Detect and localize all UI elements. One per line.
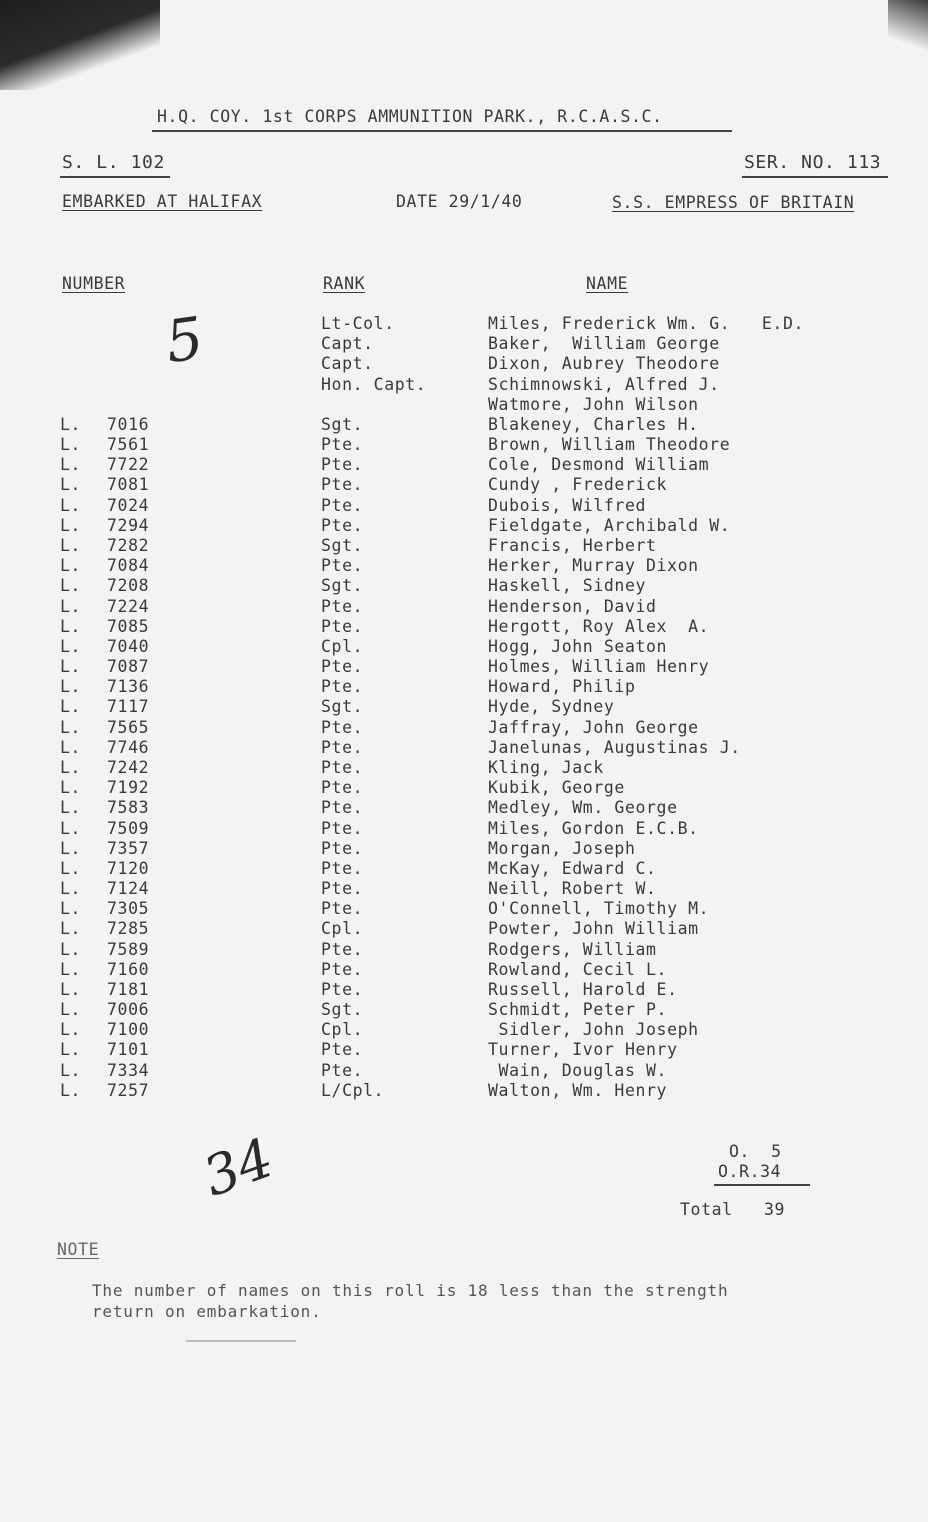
table-row xyxy=(0,1000,928,1020)
row-name: O'Connell, Timothy M. xyxy=(488,899,710,918)
row-name: Schmidt, Peter P. xyxy=(488,1000,668,1019)
table-row xyxy=(0,1040,928,1060)
embarkation-port: EMBARKED AT HALIFAX xyxy=(62,192,263,211)
officers-total: O. 5 xyxy=(729,1142,782,1161)
row-name: Baker, William George xyxy=(488,334,720,353)
serial-number: SER. NO. 113 xyxy=(744,152,882,173)
row-regimental-number: 7282 xyxy=(107,536,150,555)
row-prefix: L. xyxy=(60,496,82,515)
row-regimental-number: 7357 xyxy=(107,839,150,858)
row-name: Cundy , Frederick xyxy=(488,475,668,494)
row-regimental-number: 7016 xyxy=(107,415,150,434)
row-rank: Pte. xyxy=(321,1061,364,1080)
row-prefix: L. xyxy=(60,819,82,838)
table-row xyxy=(0,395,928,415)
row-prefix: L. xyxy=(60,960,82,979)
row-prefix: L. xyxy=(60,718,82,737)
row-regimental-number: 7746 xyxy=(107,738,150,757)
row-name: Hergott, Roy Alex A. xyxy=(488,617,710,636)
table-row xyxy=(0,496,928,516)
table-row xyxy=(0,1081,928,1101)
row-name: Henderson, David xyxy=(488,597,657,616)
row-regimental-number: 7722 xyxy=(107,455,150,474)
row-name: Turner, Ivor Henry xyxy=(488,1040,678,1059)
row-rank: Pte. xyxy=(321,1040,364,1059)
unit-title: H.Q. COY. 1st CORPS AMMUNITION PARK., R.C.A.S.C. xyxy=(157,107,663,126)
row-prefix: L. xyxy=(60,1081,82,1100)
row-regimental-number: 7257 xyxy=(107,1081,150,1100)
row-prefix: L. xyxy=(60,1061,82,1080)
table-row xyxy=(0,455,928,475)
note-heading: NOTE xyxy=(57,1240,100,1259)
table-row xyxy=(0,576,928,596)
row-prefix: L. xyxy=(60,1040,82,1059)
table-row xyxy=(0,1061,928,1081)
table-row xyxy=(0,375,928,395)
row-prefix: L. xyxy=(60,576,82,595)
table-row xyxy=(0,435,928,455)
ship-name: S.S. EMPRESS OF BRITAIN xyxy=(612,193,855,212)
table-row xyxy=(0,334,928,354)
row-rank: Pte. xyxy=(321,819,364,838)
row-prefix: L. xyxy=(60,879,82,898)
row-regimental-number: 7589 xyxy=(107,940,150,959)
row-rank: Pte. xyxy=(321,455,364,474)
row-prefix: L. xyxy=(60,919,82,938)
row-regimental-number: 7242 xyxy=(107,758,150,777)
row-prefix: L. xyxy=(60,637,82,656)
serial-list: S. L. 102 xyxy=(62,152,165,173)
row-name: Kling, Jack xyxy=(488,758,604,777)
table-row xyxy=(0,940,928,960)
row-rank: Pte. xyxy=(321,859,364,878)
row-rank: Cpl. xyxy=(321,919,364,938)
table-row xyxy=(0,354,928,374)
row-name: Janelunas, Augustinas J. xyxy=(488,738,741,757)
row-name: Fieldgate, Archibald W. xyxy=(488,516,731,535)
table-row xyxy=(0,879,928,899)
note-text: The number of names on this roll is 18 less than the strength return on embarkation. xyxy=(92,1281,729,1321)
row-regimental-number: 7181 xyxy=(107,980,150,999)
row-regimental-number: 7583 xyxy=(107,798,150,817)
row-rank: Sgt. xyxy=(321,576,364,595)
table-row xyxy=(0,617,928,637)
table-row xyxy=(0,859,928,879)
table-row xyxy=(0,415,928,435)
row-prefix: L. xyxy=(60,617,82,636)
row-prefix: L. xyxy=(60,778,82,797)
row-prefix: L. xyxy=(60,758,82,777)
row-prefix: L. xyxy=(60,1000,82,1019)
row-regimental-number: 7192 xyxy=(107,778,150,797)
column-header-number: NUMBER xyxy=(62,274,126,293)
row-regimental-number: 7294 xyxy=(107,516,150,535)
row-name: Dixon, Aubrey Theodore xyxy=(488,354,720,373)
column-header-name: NAME xyxy=(586,274,629,293)
row-prefix: L. xyxy=(60,738,82,757)
table-row xyxy=(0,980,928,1000)
row-rank: Pte. xyxy=(321,516,364,535)
row-prefix: L. xyxy=(60,940,82,959)
table-row xyxy=(0,819,928,839)
total-value: 39 xyxy=(764,1200,786,1219)
faint-rule xyxy=(186,1340,296,1342)
row-name: Neill, Robert W. xyxy=(488,879,657,898)
row-rank: Capt. xyxy=(321,334,374,353)
row-rank: Pte. xyxy=(321,677,364,696)
row-prefix: L. xyxy=(60,415,82,434)
row-rank: Pte. xyxy=(321,980,364,999)
row-name: Morgan, Joseph xyxy=(488,839,636,858)
table-row xyxy=(0,536,928,556)
row-rank: Pte. xyxy=(321,556,364,575)
row-name: Rodgers, William xyxy=(488,940,657,959)
row-regimental-number: 7040 xyxy=(107,637,150,656)
row-regimental-number: 7305 xyxy=(107,899,150,918)
row-rank: Cpl. xyxy=(321,637,364,656)
row-name: Russell, Harold E. xyxy=(488,980,678,999)
row-regimental-number: 7565 xyxy=(107,718,150,737)
row-regimental-number: 7024 xyxy=(107,496,150,515)
table-row xyxy=(0,899,928,919)
row-rank: Sgt. xyxy=(321,697,364,716)
embarkation-date: DATE 29/1/40 xyxy=(396,192,523,211)
handwritten-officers-count: 5 xyxy=(161,303,208,377)
row-name: Hogg, John Seaton xyxy=(488,637,668,656)
row-name: Miles, Gordon E.C.B. xyxy=(488,819,699,838)
row-name: Walton, Wm. Henry xyxy=(488,1081,668,1100)
row-name: Holmes, William Henry xyxy=(488,657,710,676)
row-prefix: L. xyxy=(60,677,82,696)
row-prefix: L. xyxy=(60,657,82,676)
row-rank: Hon. Capt. xyxy=(321,375,427,394)
handwritten-other-ranks-count: 34 xyxy=(195,1126,282,1209)
row-regimental-number: 7160 xyxy=(107,960,150,979)
row-name: Hyde, Sydney xyxy=(488,697,615,716)
table-row xyxy=(0,1020,928,1040)
row-name: Herker, Murray Dixon xyxy=(488,556,699,575)
row-prefix: L. xyxy=(60,839,82,858)
table-row xyxy=(0,677,928,697)
row-rank: Pte. xyxy=(321,940,364,959)
row-rank: Pte. xyxy=(321,778,364,797)
row-prefix: L. xyxy=(60,475,82,494)
row-name: Haskell, Sidney xyxy=(488,576,647,595)
table-row xyxy=(0,798,928,818)
row-name: Sidler, John Joseph xyxy=(488,1020,699,1039)
row-name: Blakeney, Charles H. xyxy=(488,415,699,434)
row-name: Francis, Herbert xyxy=(488,536,657,555)
row-regimental-number: 7285 xyxy=(107,919,150,938)
row-name: Miles, Frederick Wm. G. E.D. xyxy=(488,314,805,333)
row-rank: Sgt. xyxy=(321,536,364,555)
row-regimental-number: 7136 xyxy=(107,677,150,696)
table-row xyxy=(0,919,928,939)
table-row xyxy=(0,637,928,657)
row-rank: Pte. xyxy=(321,758,364,777)
row-prefix: L. xyxy=(60,1020,82,1039)
row-prefix: L. xyxy=(60,597,82,616)
row-regimental-number: 7087 xyxy=(107,657,150,676)
table-row xyxy=(0,314,928,334)
row-regimental-number: 7006 xyxy=(107,1000,150,1019)
row-name: Jaffray, John George xyxy=(488,718,699,737)
row-rank: Pte. xyxy=(321,738,364,757)
row-rank: Pte. xyxy=(321,597,364,616)
row-regimental-number: 7085 xyxy=(107,617,150,636)
table-row xyxy=(0,960,928,980)
row-prefix: L. xyxy=(60,859,82,878)
row-name: Rowland, Cecil L. xyxy=(488,960,668,979)
row-regimental-number: 7084 xyxy=(107,556,150,575)
table-row xyxy=(0,556,928,576)
row-regimental-number: 7334 xyxy=(107,1061,150,1080)
row-prefix: L. xyxy=(60,556,82,575)
totals-underline xyxy=(714,1184,810,1186)
row-rank: Sgt. xyxy=(321,1000,364,1019)
table-row xyxy=(0,475,928,495)
row-name: McKay, Edward C. xyxy=(488,859,657,878)
table-row xyxy=(0,839,928,859)
row-rank: Sgt. xyxy=(321,415,364,434)
row-name: Brown, William Theodore xyxy=(488,435,731,454)
row-regimental-number: 7509 xyxy=(107,819,150,838)
row-prefix: L. xyxy=(60,516,82,535)
table-row xyxy=(0,597,928,617)
row-rank: Pte. xyxy=(321,718,364,737)
row-regimental-number: 7120 xyxy=(107,859,150,878)
row-name: Kubik, George xyxy=(488,778,625,797)
row-prefix: L. xyxy=(60,455,82,474)
row-name: Watmore, John Wilson xyxy=(488,395,699,414)
row-name: Powter, John William xyxy=(488,919,699,938)
row-name: Medley, Wm. George xyxy=(488,798,678,817)
row-prefix: L. xyxy=(60,697,82,716)
column-header-rank: RANK xyxy=(323,274,366,293)
table-row xyxy=(0,778,928,798)
row-regimental-number: 7117 xyxy=(107,697,150,716)
other-ranks-total: O.R.34 xyxy=(718,1162,782,1181)
table-row xyxy=(0,738,928,758)
row-rank: Lt-Col. xyxy=(321,314,395,333)
row-rank: Pte. xyxy=(321,496,364,515)
row-rank: Capt. xyxy=(321,354,374,373)
row-rank: Pte. xyxy=(321,435,364,454)
row-rank: Pte. xyxy=(321,475,364,494)
row-rank: Pte. xyxy=(321,617,364,636)
row-rank: L/Cpl. xyxy=(321,1081,385,1100)
row-prefix: L. xyxy=(60,536,82,555)
row-name: Howard, Philip xyxy=(488,677,636,696)
table-row xyxy=(0,516,928,536)
row-regimental-number: 7224 xyxy=(107,597,150,616)
row-regimental-number: 7124 xyxy=(107,879,150,898)
row-rank: Pte. xyxy=(321,839,364,858)
total-label: Total xyxy=(680,1200,733,1219)
row-name: Wain, Douglas W. xyxy=(488,1061,668,1080)
row-prefix: L. xyxy=(60,798,82,817)
row-rank: Pte. xyxy=(321,657,364,676)
row-regimental-number: 7101 xyxy=(107,1040,150,1059)
row-prefix: L. xyxy=(60,899,82,918)
row-regimental-number: 7100 xyxy=(107,1020,150,1039)
row-name: Cole, Desmond William xyxy=(488,455,710,474)
row-name: Dubois, Wilfred xyxy=(488,496,647,515)
row-regimental-number: 7561 xyxy=(107,435,150,454)
row-prefix: L. xyxy=(60,435,82,454)
row-regimental-number: 7081 xyxy=(107,475,150,494)
row-prefix: L. xyxy=(60,980,82,999)
row-rank: Cpl. xyxy=(321,1020,364,1039)
row-regimental-number: 7208 xyxy=(107,576,150,595)
row-rank: Pte. xyxy=(321,899,364,918)
row-rank: Pte. xyxy=(321,960,364,979)
table-row xyxy=(0,697,928,717)
table-row xyxy=(0,657,928,677)
row-name: Schimnowski, Alfred J. xyxy=(488,375,720,394)
table-row xyxy=(0,718,928,738)
row-rank: Pte. xyxy=(321,879,364,898)
row-rank: Pte. xyxy=(321,798,364,817)
table-row xyxy=(0,758,928,778)
